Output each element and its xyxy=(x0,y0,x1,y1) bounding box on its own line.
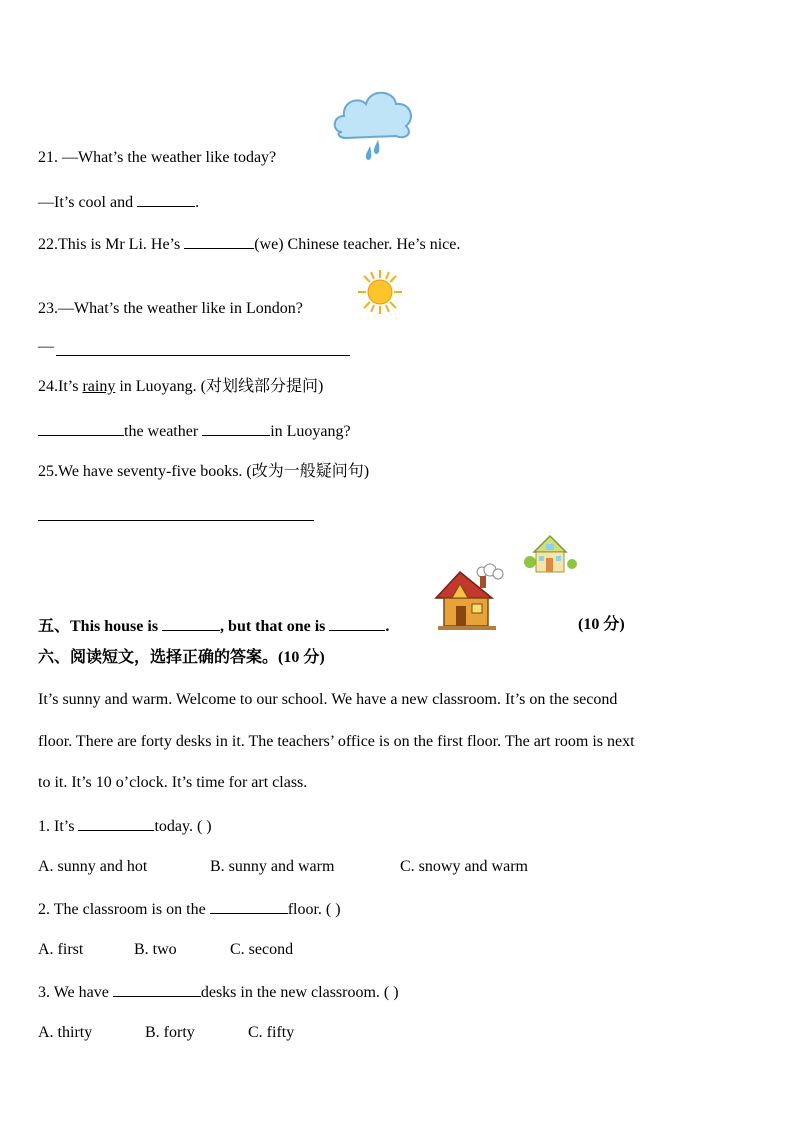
reading-q2 xyxy=(38,898,341,920)
q21-period: . xyxy=(195,194,200,211)
r3-options xyxy=(38,1023,92,1043)
q21-blank[interactable] xyxy=(137,191,195,207)
r2-option-b-wrap xyxy=(134,940,177,960)
passage-line-2 xyxy=(38,732,635,752)
big-house-icon xyxy=(432,562,506,632)
r3-option-b-wrap xyxy=(145,1023,195,1043)
r3-post: desks in the new classroom. ( ) xyxy=(200,984,399,1001)
q21-answer xyxy=(38,191,199,213)
q23-answer xyxy=(38,337,54,357)
passage-text-3: to it. It’s 10 o’clock. It’s time for art class. xyxy=(38,774,308,791)
q24-question xyxy=(38,377,323,397)
q24-underlined-word: rainy xyxy=(82,378,116,395)
section5-end: . xyxy=(385,618,390,635)
r1-option-b[interactable]: B. sunny and warm xyxy=(210,858,335,875)
q24-answer-end: in Luoyang? xyxy=(270,423,351,440)
q23-answer-line[interactable] xyxy=(56,355,350,356)
r1-option-c[interactable]: C. snowy and warm xyxy=(400,858,528,875)
r3-blank[interactable] xyxy=(113,981,201,997)
r1-post: today. ( ) xyxy=(154,818,212,835)
q23-dash: — xyxy=(38,338,54,355)
r3-pre: 3. We have xyxy=(38,984,109,1001)
r3-option-b[interactable]: B. forty xyxy=(145,1024,195,1041)
r2-pre: 2. The classroom is on the xyxy=(38,901,206,918)
sun-icon xyxy=(356,268,404,316)
q22-blank[interactable] xyxy=(184,233,254,249)
section5-blank-2[interactable] xyxy=(329,615,385,631)
q21-text: —What’s the weather like today? xyxy=(58,149,277,166)
r2-option-b[interactable]: B. two xyxy=(134,941,177,958)
section6-title: 六、阅读短文，选择正确的答案。(10 分) xyxy=(38,649,325,666)
section5-score-text: (10 分) xyxy=(578,616,625,633)
section5-mid: , but that one is xyxy=(220,618,326,635)
q24-blank-2[interactable] xyxy=(202,420,270,436)
q24-answer xyxy=(38,420,351,442)
r1-options xyxy=(38,857,147,877)
r1-option-a[interactable]: A. sunny and hot xyxy=(38,858,148,875)
passage-text-1: It’s sunny and warm. Welcome to our school. We have a new classroom. It’s on the second xyxy=(38,691,618,708)
r3-option-c-wrap xyxy=(248,1023,294,1043)
r2-post: floor. ( ) xyxy=(287,901,341,918)
small-house-icon xyxy=(522,532,578,574)
r1-blank[interactable] xyxy=(78,815,154,831)
passage-text-2: floor. There are forty desks in it. The teachers’ office is on the first floor. The art room is next xyxy=(38,733,635,750)
section5-heading xyxy=(38,615,389,637)
r1-option-c-wrap xyxy=(400,857,528,877)
r2-blank[interactable] xyxy=(210,898,288,914)
rain-cloud-icon xyxy=(330,84,416,166)
q22-text: 22.This is Mr Li. He’s xyxy=(38,236,181,253)
q23-text: 23.—What’s the weather like in London? xyxy=(38,300,303,317)
q22-hint: (we) Chinese teacher. He’s nice. xyxy=(254,236,461,253)
r1-pre: 1. It’s xyxy=(38,818,75,835)
q25-text: 25.We have seventy-five books. (改为一般疑问句) xyxy=(38,463,370,480)
q24-blank-1[interactable] xyxy=(38,420,124,436)
r2-option-c-wrap xyxy=(230,940,293,960)
section5-label: 五、This house is xyxy=(38,618,159,635)
section5-blank-1[interactable] xyxy=(162,615,220,631)
q25 xyxy=(38,462,369,482)
q24-post: in Luoyang. (对划线部分提问) xyxy=(115,378,324,395)
q21-answer-text: —It’s cool and xyxy=(38,194,134,211)
r2-option-c[interactable]: C. second xyxy=(230,941,294,958)
r3-option-c[interactable]: C. fifty xyxy=(248,1024,295,1041)
q25-answer-line[interactable] xyxy=(38,520,314,521)
q21-question xyxy=(38,148,276,168)
passage-line-3 xyxy=(38,773,307,793)
q24-pre: 24.It’s xyxy=(38,378,79,395)
q21-number: 21. xyxy=(38,149,58,166)
r2-option-a[interactable]: A. first xyxy=(38,941,84,958)
r1-option-b-wrap xyxy=(210,857,334,877)
section6-heading xyxy=(38,648,325,668)
q23-question xyxy=(38,299,303,319)
r2-options xyxy=(38,940,83,960)
r3-option-a[interactable]: A. thirty xyxy=(38,1024,93,1041)
passage-line-1 xyxy=(38,690,617,710)
reading-q1 xyxy=(38,815,212,837)
section5-score xyxy=(578,615,625,635)
q24-answer-mid: the weather xyxy=(124,423,199,440)
q22 xyxy=(38,233,460,255)
reading-q3 xyxy=(38,981,399,1003)
